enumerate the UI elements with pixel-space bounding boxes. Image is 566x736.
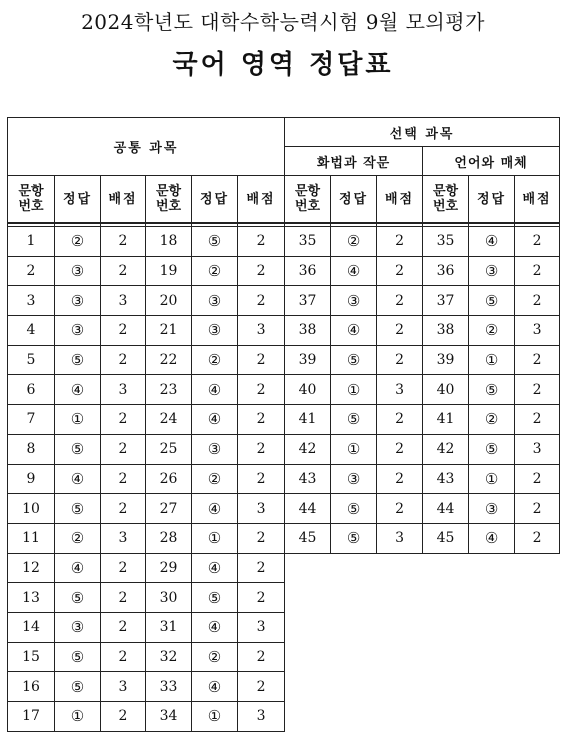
empty-cell: [331, 553, 377, 583]
common-subject-header: 공통 과목: [8, 118, 285, 176]
points-cell: 2: [377, 494, 423, 524]
column-header-ans: 정답: [331, 176, 377, 224]
question-number-cell: 38: [285, 316, 331, 346]
answer-cell: ②: [331, 227, 377, 257]
answer-cell: ②: [192, 256, 238, 286]
empty-cell: [285, 702, 331, 732]
points-cell: 3: [238, 612, 285, 642]
answer-cell: ③: [331, 464, 377, 494]
question-number-cell: 15: [8, 642, 55, 672]
points-cell: 2: [377, 464, 423, 494]
points-cell: 2: [515, 494, 560, 524]
answer-cell: ②: [55, 227, 101, 257]
answer-cell: ②: [55, 523, 101, 553]
answer-cell: ⑤: [331, 345, 377, 375]
points-cell: 3: [101, 375, 146, 405]
points-cell: 2: [515, 523, 560, 553]
points-cell: 2: [101, 464, 146, 494]
answer-cell: ⑤: [55, 583, 101, 613]
question-number-cell: 39: [285, 345, 331, 375]
question-number-cell: 36: [285, 256, 331, 286]
answer-cell: ⑤: [192, 583, 238, 613]
answer-table: [7, 117, 560, 732]
points-cell: 2: [238, 553, 285, 583]
points-cell: 2: [101, 345, 146, 375]
answer-cell: ⑤: [331, 405, 377, 435]
answer-cell: ④: [192, 672, 238, 702]
points-cell: 2: [515, 375, 560, 405]
points-cell: 3: [377, 523, 423, 553]
points-cell: 2: [238, 434, 285, 464]
question-number-cell: 38: [423, 316, 469, 346]
points-cell: 2: [101, 553, 146, 583]
answer-cell: ①: [192, 702, 238, 732]
empty-cell: [469, 612, 515, 642]
points-cell: 2: [238, 583, 285, 613]
answer-cell: ④: [469, 523, 515, 553]
question-number-cell: 32: [146, 642, 192, 672]
table-row: [8, 464, 560, 494]
question-number-cell: 3: [8, 286, 55, 316]
answer-cell: ②: [469, 405, 515, 435]
points-cell: 2: [101, 612, 146, 642]
question-number-cell: 45: [285, 523, 331, 553]
question-number-cell: 24: [146, 405, 192, 435]
empty-cell: [285, 672, 331, 702]
question-number-cell: 36: [423, 256, 469, 286]
question-number-cell: 40: [285, 375, 331, 405]
table-row: [8, 256, 560, 286]
points-cell: 2: [377, 434, 423, 464]
question-number-cell: 28: [146, 523, 192, 553]
points-cell: 3: [101, 286, 146, 316]
empty-cell: [423, 672, 469, 702]
question-number-cell: 35: [285, 227, 331, 257]
question-number-cell: 42: [423, 434, 469, 464]
points-cell: 2: [238, 375, 285, 405]
empty-cell: [285, 642, 331, 672]
points-cell: 2: [515, 464, 560, 494]
question-number-cell: 16: [8, 672, 55, 702]
question-number-cell: 13: [8, 583, 55, 613]
table-row: [8, 583, 560, 613]
points-cell: 2: [377, 316, 423, 346]
points-cell: 2: [515, 227, 560, 257]
answer-cell: ③: [192, 286, 238, 316]
question-number-cell: 17: [8, 702, 55, 732]
elective-b-header: 언어와 매체: [423, 147, 560, 176]
table-row: [8, 316, 560, 346]
table-row: [8, 286, 560, 316]
points-cell: 3: [377, 375, 423, 405]
answer-cell: ③: [331, 286, 377, 316]
points-cell: 2: [377, 227, 423, 257]
empty-cell: [423, 702, 469, 732]
answer-cell: ⑤: [55, 672, 101, 702]
table-row: [8, 672, 560, 702]
empty-cell: [285, 612, 331, 642]
points-cell: 3: [101, 672, 146, 702]
points-cell: 2: [515, 405, 560, 435]
table-row: [8, 642, 560, 672]
answer-cell: ③: [469, 494, 515, 524]
answer-cell: ④: [192, 612, 238, 642]
column-header-ans: 정답: [55, 176, 101, 224]
answer-cell: ④: [55, 553, 101, 583]
question-number-cell: 43: [285, 464, 331, 494]
empty-cell: [515, 642, 560, 672]
answer-cell: ④: [192, 553, 238, 583]
points-cell: 2: [377, 405, 423, 435]
column-header-q: 문항 번호: [423, 176, 469, 224]
question-number-cell: 7: [8, 405, 55, 435]
column-header-pts: 배점: [515, 176, 560, 224]
elective-a-header: 화법과 작문: [285, 147, 423, 176]
empty-cell: [377, 702, 423, 732]
question-number-cell: 25: [146, 434, 192, 464]
points-cell: 2: [101, 642, 146, 672]
table-row: [8, 494, 560, 524]
empty-cell: [469, 583, 515, 613]
answer-cell: ③: [55, 612, 101, 642]
empty-cell: [515, 702, 560, 732]
points-cell: 2: [101, 316, 146, 346]
answer-cell: ⑤: [469, 375, 515, 405]
empty-cell: [377, 642, 423, 672]
question-number-cell: 40: [423, 375, 469, 405]
points-cell: 2: [238, 227, 285, 257]
elective-subject-header: 선택 과목: [285, 118, 560, 147]
answer-cell: ⑤: [331, 494, 377, 524]
column-header-q: 문항 번호: [285, 176, 331, 224]
points-cell: 2: [101, 227, 146, 257]
points-cell: 2: [238, 286, 285, 316]
question-number-cell: 10: [8, 494, 55, 524]
question-number-cell: 43: [423, 464, 469, 494]
question-number-cell: 31: [146, 612, 192, 642]
empty-cell: [331, 642, 377, 672]
question-number-cell: 19: [146, 256, 192, 286]
points-cell: 2: [101, 702, 146, 732]
answer-cell: ④: [192, 375, 238, 405]
points-cell: 2: [238, 345, 285, 375]
answer-cell: ④: [192, 405, 238, 435]
question-number-cell: 37: [423, 286, 469, 316]
empty-cell: [377, 672, 423, 702]
column-header-ans: 정답: [192, 176, 238, 224]
question-number-cell: 41: [285, 405, 331, 435]
points-cell: 3: [101, 523, 146, 553]
empty-cell: [515, 672, 560, 702]
points-cell: 2: [238, 672, 285, 702]
points-cell: 2: [101, 434, 146, 464]
points-cell: 2: [238, 256, 285, 286]
column-header-q: 문항 번호: [8, 176, 55, 224]
points-cell: 2: [515, 256, 560, 286]
question-number-cell: 2: [8, 256, 55, 286]
empty-cell: [331, 672, 377, 702]
answer-cell: ③: [192, 316, 238, 346]
empty-cell: [377, 612, 423, 642]
answer-cell: ⑤: [469, 434, 515, 464]
empty-cell: [423, 553, 469, 583]
empty-cell: [331, 583, 377, 613]
answer-cell: ④: [192, 494, 238, 524]
answer-cell: ③: [55, 316, 101, 346]
empty-cell: [515, 612, 560, 642]
question-number-cell: 5: [8, 345, 55, 375]
answer-cell: ②: [192, 345, 238, 375]
answer-cell: ⑤: [55, 642, 101, 672]
answer-cell: ④: [55, 464, 101, 494]
table-row: [8, 227, 560, 257]
answer-cell: ②: [192, 642, 238, 672]
answer-cell: ⑤: [469, 286, 515, 316]
empty-cell: [285, 553, 331, 583]
table-row: [8, 553, 560, 583]
answer-cell: ④: [55, 375, 101, 405]
points-cell: 2: [515, 286, 560, 316]
points-cell: 3: [515, 316, 560, 346]
points-cell: 2: [101, 583, 146, 613]
table-row: [8, 405, 560, 435]
table-row: [8, 523, 560, 553]
empty-cell: [331, 702, 377, 732]
answer-cell: ①: [192, 523, 238, 553]
question-number-cell: 6: [8, 375, 55, 405]
answer-cell: ⑤: [331, 523, 377, 553]
empty-cell: [515, 553, 560, 583]
empty-cell: [423, 583, 469, 613]
question-number-cell: 26: [146, 464, 192, 494]
page-title: 2024학년도 대학수학능력시험 9월 모의평가: [81, 10, 485, 34]
answer-cell: ①: [55, 405, 101, 435]
answer-cell: ②: [192, 464, 238, 494]
answer-cell: ⑤: [55, 345, 101, 375]
points-cell: 2: [101, 256, 146, 286]
question-number-cell: 34: [146, 702, 192, 732]
empty-cell: [515, 583, 560, 613]
points-cell: 2: [238, 642, 285, 672]
points-cell: 2: [101, 405, 146, 435]
column-header-pts: 배점: [101, 176, 146, 224]
column-header-pts: 배점: [238, 176, 285, 224]
points-cell: 2: [238, 523, 285, 553]
page-subtitle: 국어 영역 정답표: [172, 50, 394, 80]
points-cell: 2: [101, 494, 146, 524]
points-cell: 3: [238, 316, 285, 346]
table-row: [8, 434, 560, 464]
empty-cell: [377, 553, 423, 583]
empty-cell: [469, 642, 515, 672]
question-number-cell: 11: [8, 523, 55, 553]
answer-cell: ①: [331, 375, 377, 405]
answer-cell: ③: [55, 256, 101, 286]
empty-cell: [377, 583, 423, 613]
question-number-cell: 44: [285, 494, 331, 524]
answer-cell: ①: [331, 434, 377, 464]
question-number-cell: 8: [8, 434, 55, 464]
table-row: [8, 345, 560, 375]
empty-cell: [285, 583, 331, 613]
points-cell: 2: [377, 256, 423, 286]
answer-cell: ⑤: [55, 434, 101, 464]
points-cell: 3: [515, 434, 560, 464]
question-number-cell: 41: [423, 405, 469, 435]
points-cell: 2: [238, 405, 285, 435]
answer-cell: ③: [192, 434, 238, 464]
question-number-cell: 30: [146, 583, 192, 613]
answer-cell: ①: [469, 345, 515, 375]
empty-cell: [469, 702, 515, 732]
question-number-cell: 23: [146, 375, 192, 405]
points-cell: 3: [238, 494, 285, 524]
empty-cell: [469, 672, 515, 702]
points-cell: 2: [238, 464, 285, 494]
question-number-cell: 29: [146, 553, 192, 583]
answer-cell: ③: [55, 286, 101, 316]
answer-cell: ④: [331, 316, 377, 346]
points-cell: 2: [515, 345, 560, 375]
question-number-cell: 44: [423, 494, 469, 524]
points-cell: 2: [377, 286, 423, 316]
question-number-cell: 42: [285, 434, 331, 464]
question-number-cell: 22: [146, 345, 192, 375]
question-number-cell: 12: [8, 553, 55, 583]
question-number-cell: 20: [146, 286, 192, 316]
question-number-cell: 14: [8, 612, 55, 642]
column-header-q: 문항 번호: [146, 176, 192, 224]
empty-cell: [423, 612, 469, 642]
table-row: [8, 375, 560, 405]
answer-cell: ①: [55, 702, 101, 732]
answer-cell: ①: [469, 464, 515, 494]
points-cell: 2: [377, 345, 423, 375]
question-number-cell: 4: [8, 316, 55, 346]
points-cell: 3: [238, 702, 285, 732]
question-number-cell: 39: [423, 345, 469, 375]
answer-cell: ③: [469, 256, 515, 286]
empty-cell: [331, 612, 377, 642]
answer-cell: ⑤: [55, 494, 101, 524]
question-number-cell: 33: [146, 672, 192, 702]
question-number-cell: 21: [146, 316, 192, 346]
question-number-cell: 37: [285, 286, 331, 316]
question-number-cell: 35: [423, 227, 469, 257]
question-number-cell: 27: [146, 494, 192, 524]
table-row: [8, 612, 560, 642]
answer-cell: ⑤: [192, 227, 238, 257]
table-row: [8, 702, 560, 732]
question-number-cell: 18: [146, 227, 192, 257]
answer-cell: ④: [331, 256, 377, 286]
answer-cell: ②: [469, 316, 515, 346]
empty-cell: [469, 553, 515, 583]
empty-cell: [423, 642, 469, 672]
question-number-cell: 9: [8, 464, 55, 494]
column-header-ans: 정답: [469, 176, 515, 224]
question-number-cell: 45: [423, 523, 469, 553]
column-header-pts: 배점: [377, 176, 423, 224]
question-number-cell: 1: [8, 227, 55, 257]
answer-cell: ④: [469, 227, 515, 257]
